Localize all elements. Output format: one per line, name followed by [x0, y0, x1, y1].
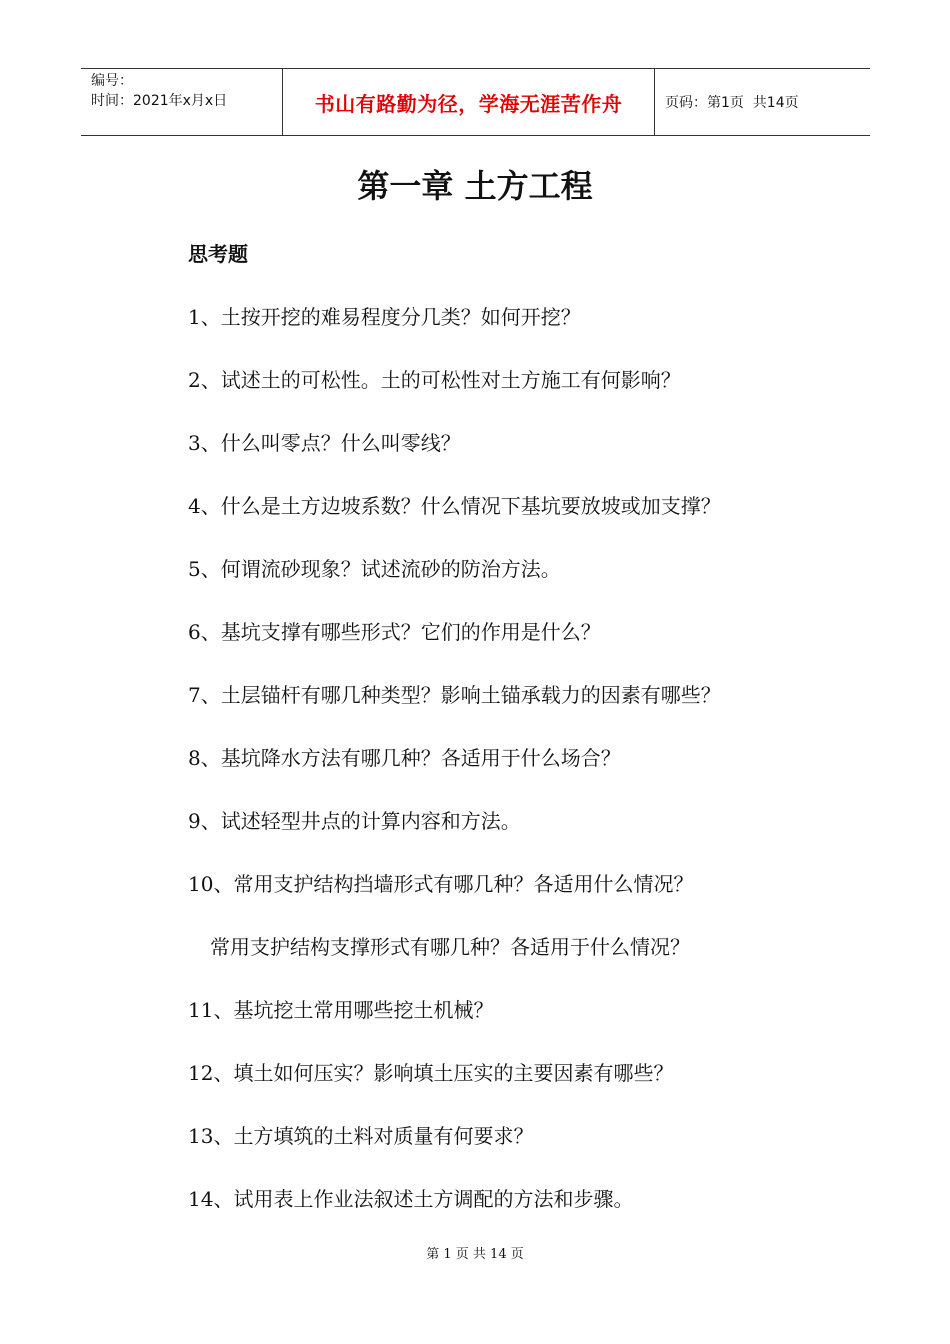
list-item: 3、什么叫零点？什么叫零线？ [188, 431, 461, 455]
question-list [188, 302, 868, 1247]
list-item: 12、填土如何压实？影响填土压实的主要因素有哪些？ [188, 1061, 674, 1085]
list-item: 1、土按开挖的难易程度分几类？如何开挖？ [188, 305, 581, 329]
page-title: 第一章 土方工程 [357, 167, 593, 205]
list-item: 9、试述轻型井点的计算内容和方法。 [188, 809, 521, 833]
page-footer: 第 1 页 共 14 页 [426, 1247, 524, 1262]
header-meta-cell [81, 69, 282, 135]
list-item: 14、试用表上作业法叙述土方调配的方法和步骤。 [188, 1187, 634, 1211]
list-item: 2、试述土的可松性。土的可松性对土方施工有何影响？ [188, 368, 681, 392]
document-number-label: 编号： [91, 73, 133, 89]
list-item: 4、什么是土方边坡系数？什么情况下基坑要放坡或加支撑？ [188, 494, 721, 518]
list-item: 10、常用支护结构挡墙形式有哪几种？各适用什么情况？ [188, 872, 694, 896]
list-item: 13、土方填筑的土料对质量有何要求？ [188, 1124, 534, 1148]
list-item: 5、何谓流砂现象？试述流砂的防治方法。 [188, 557, 561, 581]
section-heading: 思考题 [188, 242, 248, 266]
header-table [81, 68, 870, 136]
header-page-info: 页码：第1页 共14页 [665, 95, 799, 111]
list-item: 6、基坑支撑有哪些形式？它们的作用是什么？ [188, 620, 601, 644]
header-page-cell [655, 69, 870, 135]
list-item: 7、土层锚杆有哪几种类型？影响土锚承载力的因素有哪些？ [188, 683, 721, 707]
list-item: 常用支护结构支撑形式有哪几种？各适用于什么情况？ [210, 935, 690, 959]
document-date-label: 时间：2021年x月x日 [91, 93, 228, 109]
list-item: 8、基坑降水方法有哪几种？各适用于什么场合？ [188, 746, 621, 770]
list-item: 11、基坑挖土常用哪些挖土机械？ [188, 998, 494, 1022]
header-motto-cell [282, 69, 655, 135]
header-motto: 书山有路勤为径，学海无涯苦作舟 [314, 91, 623, 116]
